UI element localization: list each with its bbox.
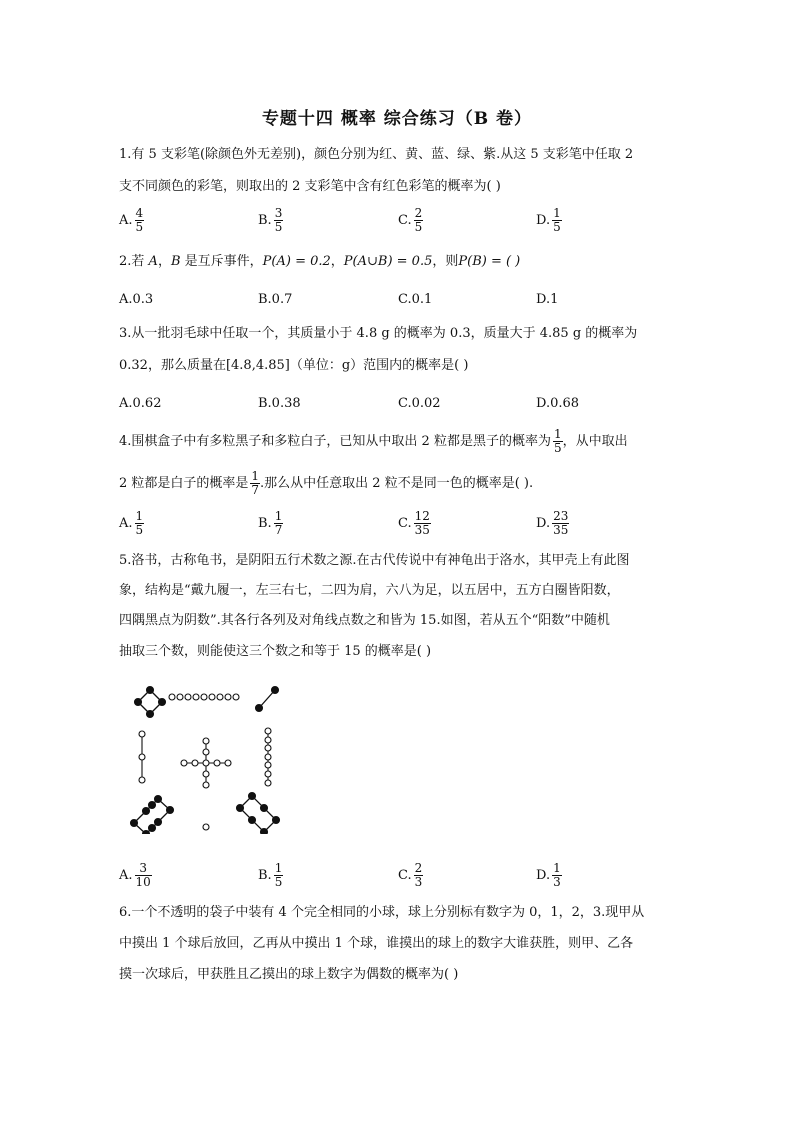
luoshu-8-dots (131, 796, 174, 834)
q4-option-a[interactable] (119, 510, 144, 537)
q5-option-d[interactable] (536, 862, 562, 889)
q2-option-b[interactable]: B.0.7 (258, 292, 293, 307)
option-label: D. (536, 516, 551, 531)
q6-line3: 摸一次球后，甲获胜且乙摸出的球上数字为偶数的概率为( ) (119, 967, 459, 982)
fraction: $\frac{3}{5}$ (274, 206, 283, 234)
option-label: B. (258, 213, 272, 228)
q5-line3: 四隅黑点为阴数”.其各行各列及对角线点数之和皆为 15.如图，若从五个“阳数”中随机 (119, 613, 610, 628)
q2-sep: ， (330, 254, 344, 269)
fraction: $\frac{12}{35}$ (414, 509, 430, 537)
q3-line1: 3.从一批羽毛球中任取一个，其质量小于 4.8 g 的概率为 0.3，质量大于 4.85 g 的概率为 (119, 326, 638, 341)
q3-option-d[interactable]: D.0.68 (536, 396, 580, 411)
option-label: A. (119, 213, 133, 228)
q6-line2: 中摸出 1 个球后放回，乙再从中摸出 1 个球，谁摸出的球上的数字大谁获胜，则甲、乙各 (119, 936, 634, 951)
q4-line1-text: 4.围棋盒子中有多粒黑子和多粒白子，已知从中取出 2 粒都是黑子的概率为 (119, 434, 551, 449)
fraction: $\frac{1}{3}$ (553, 861, 561, 889)
q4-line1-tail: ，从中取出 (562, 434, 628, 449)
q4-line2-tail: .那么从中任意取出 2 粒不是同一色的概率是( ). (260, 476, 534, 491)
fraction: $\frac{1}{5}$ (135, 509, 144, 537)
option-label: D. (536, 868, 551, 883)
q1-option-a[interactable] (119, 207, 144, 234)
luoshu-6-dots (237, 793, 280, 834)
q2-expr3: P(B) = ( ) (458, 254, 521, 269)
luoshu-1-circle (203, 824, 209, 830)
option-label: C. (398, 213, 412, 228)
fraction: $\frac{1}{5}$ (274, 861, 283, 889)
q4-line1 (119, 428, 679, 455)
luoshu-9-circles (169, 694, 239, 700)
q5-line1: 5.洛书，古称龟书，是阴阳五行术数之源.在古代传说中有神龟出于洛水，其甲壳上有此图 (119, 553, 630, 568)
q3-option-b[interactable]: B.0.38 (258, 396, 301, 411)
q1-option-b[interactable] (258, 207, 283, 234)
fraction: $\frac{4}{5}$ (135, 206, 144, 234)
event-b: B (170, 254, 181, 269)
option-label: C. (398, 868, 412, 883)
q6-line1: 6.一个不透明的袋子中装有 4 个完全相同的小球，球上分别标有数字为 0，1，2，3.现甲从 (119, 905, 645, 920)
q5-option-c[interactable] (398, 862, 423, 889)
luoshu-2-dots (256, 687, 279, 712)
event-a: A (148, 254, 158, 269)
page-title: 专题十四 概率 综合练习（B 卷） (261, 109, 533, 129)
option-label: B. (258, 516, 272, 531)
q1-option-d[interactable] (536, 207, 562, 234)
fraction: $\frac{23}{35}$ (553, 509, 569, 537)
luoshu-diagram (128, 684, 288, 834)
q2-prefix: 2.若 (119, 254, 149, 269)
q3-line2: 0.32，那么质量在[4.8,4.85]（单位：g）范围内的概率是( ) (119, 358, 469, 373)
q1-option-c[interactable] (398, 207, 423, 234)
q1-line2: 支不同颜色的彩笔，则取出的 2 支彩笔中含有红色彩笔的概率为( ) (119, 179, 501, 194)
luoshu-3-circles (139, 731, 145, 783)
luoshu-4-dots (135, 687, 166, 718)
q2-expr1: P(A) = 0.2 (262, 254, 331, 269)
q1-line1: 1.有 5 支彩笔(除颜色外无差别)，颜色分别为红、黄、蓝、绿、紫.从这 5 支彩笔中任取 2 (119, 147, 634, 162)
q2-line (119, 253, 679, 271)
q2-option-c[interactable]: C.0.1 (398, 292, 433, 307)
q5-option-a[interactable] (119, 862, 152, 889)
q3-option-c[interactable]: C.0.02 (398, 396, 441, 411)
q4-option-b[interactable] (258, 510, 283, 537)
option-label: A. (119, 868, 133, 883)
q4-option-c[interactable] (398, 510, 431, 537)
q2-expr2: P(A∪B) = 0.5 (343, 254, 433, 269)
q4-line2 (119, 470, 679, 497)
q2-option-d[interactable]: D.1 (536, 292, 559, 307)
fraction: $\frac{1}{7}$ (274, 509, 283, 537)
q5-option-b[interactable] (258, 862, 283, 889)
fraction: $\frac{2}{5}$ (414, 206, 423, 234)
option-label: A. (119, 516, 133, 531)
q2-option-a[interactable]: A.0.3 (119, 292, 154, 307)
option-label: C. (398, 516, 412, 531)
q2-mid: 是互斥事件， (180, 254, 263, 269)
q4-line2-text: 2 粒都是白子的概率是 (119, 476, 249, 491)
fraction: $\frac{1}{7}$ (251, 469, 260, 497)
q3-option-a[interactable]: A.0.62 (119, 396, 162, 411)
luoshu-7-circles (265, 728, 271, 786)
fraction: $\frac{1}{5}$ (553, 206, 561, 234)
fraction: $\frac{2}{3}$ (414, 861, 423, 889)
fraction: $\frac{1}{5}$ (553, 427, 562, 455)
q5-line4: 抽取三个数，则能使这三个数之和等于 15 的概率是( ) (119, 644, 432, 659)
q2-then: ，则 (432, 254, 459, 269)
q4-option-d[interactable] (536, 510, 569, 537)
fraction: $\frac{3}{10}$ (135, 861, 151, 889)
q2-comma: ， (157, 254, 171, 269)
q5-line2: 象，结构是“戴九履一，左三右七，二四为肩，六八为足，以五居中，五方白圈皆阳数， (119, 583, 620, 598)
luoshu-5-circles (181, 738, 231, 788)
option-label: B. (258, 868, 272, 883)
option-label: D. (536, 213, 551, 228)
